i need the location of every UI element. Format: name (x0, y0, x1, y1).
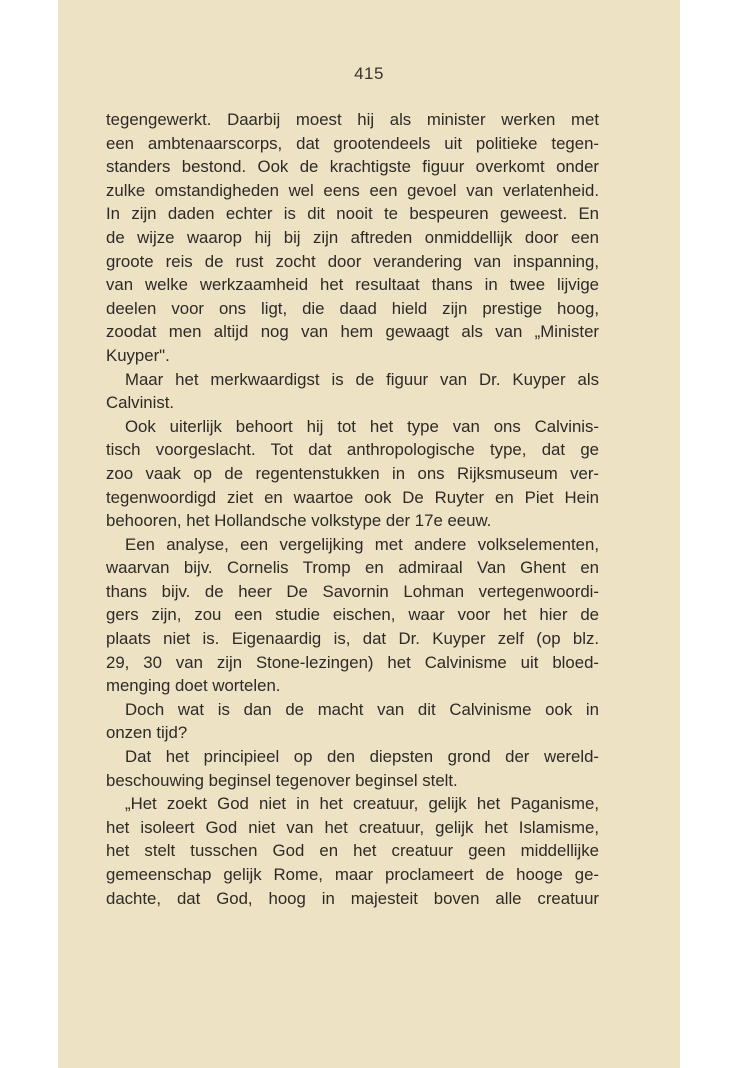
text-line: tisch voorgeslacht. Tot dat anthropologische type, dat ge (106, 440, 599, 460)
text-line: van welke werkzaamheid het resultaat thans in twee lijvige (106, 275, 599, 295)
text-line: 29, 30 van zijn Stone-lezingen) het Calvinisme uit bloed- (106, 652, 599, 672)
text-line: beschouwing beginsel tegenover beginsel stelt. (106, 770, 458, 790)
text-line: de wijze waarop hij bij zijn aftreden onmiddellijk door een (106, 227, 599, 247)
text-line: onzen tijd? (106, 723, 188, 743)
text-line: menging doet wortelen. (106, 676, 281, 696)
text-line: Maar het merkwaardigst is de figuur van Dr. Kuyper als (125, 369, 599, 389)
text-line: gers zijn, zou een studie eischen, waar voor het hier de (106, 605, 599, 625)
text-line: zoodat men altijd nog van hem gewaagt als van „Minister (106, 322, 599, 342)
book-page (58, 0, 680, 1068)
text-line: standers bestond. Ook de krachtigste figuur overkomt onder (106, 157, 599, 177)
text-line: het isoleert God niet van het creatuur, gelijk het Islamisme, (106, 817, 599, 837)
text-line: Dat het principieel op den diepsten grond der wereld- (125, 747, 599, 767)
text-line: tegengewerkt. Daarbij moest hij als minister werken met (106, 110, 599, 129)
text-line: zulke omstandigheden wel eens een gevoel van verlatenheid. (106, 180, 599, 200)
text-line: thans bijv. de heer De Savornin Lohman vertegenwoordi- (106, 581, 599, 601)
text-line: „Het zoekt God niet in het creatuur, gelijk het Paganisme, (125, 794, 599, 814)
text-line: In zijn daden echter is dit nooit te bespeuren geweest. En (106, 204, 599, 224)
text-line: Een analyse, een vergelijking met andere volkselementen, (125, 534, 599, 554)
text-line: behooren, het Hollandsche volkstype der 17e eeuw. (106, 511, 492, 531)
text-line: het stelt tusschen God en het creatuur geen middellijke (106, 841, 599, 861)
text-line: Ook uiterlijk behoort hij tot het type van ons Calvinis- (125, 416, 599, 436)
text-line: tegenwoordigd ziet en waartoe ook De Ruyter en Piet Hein (106, 487, 599, 507)
text-line: gemeenschap gelijk Rome, maar proclameert de hooge ge- (106, 865, 599, 884)
text-line: waarvan bijv. Cornelis Tromp en admiraal Van Ghent en (106, 558, 599, 578)
text-line: zoo vaak op de regentenstukken in ons Rijksmuseum ver- (106, 463, 599, 483)
text-line: dachte, dat God, hoog in majesteit boven alle creatuur (106, 888, 599, 908)
text-line: Calvinist. (106, 393, 175, 413)
text-line: Kuyper". (106, 345, 170, 365)
text-line: een ambtenaarscorps, dat grootendeels uit politieke tegen- (106, 133, 599, 153)
text-line: groote reis de rust zocht door verandering van inspanning, (106, 251, 599, 271)
body-text (106, 108, 599, 910)
text-line: Doch wat is dan de macht van dit Calvinisme ook in (125, 699, 599, 719)
text-line: deelen voor ons ligt, die daad hield zijn prestige hoog, (106, 298, 599, 318)
text-line: plaats niet is. Eigenaardig is, dat Dr. Kuyper zelf (op blz. (106, 629, 599, 649)
page-number: 415 (354, 64, 384, 83)
